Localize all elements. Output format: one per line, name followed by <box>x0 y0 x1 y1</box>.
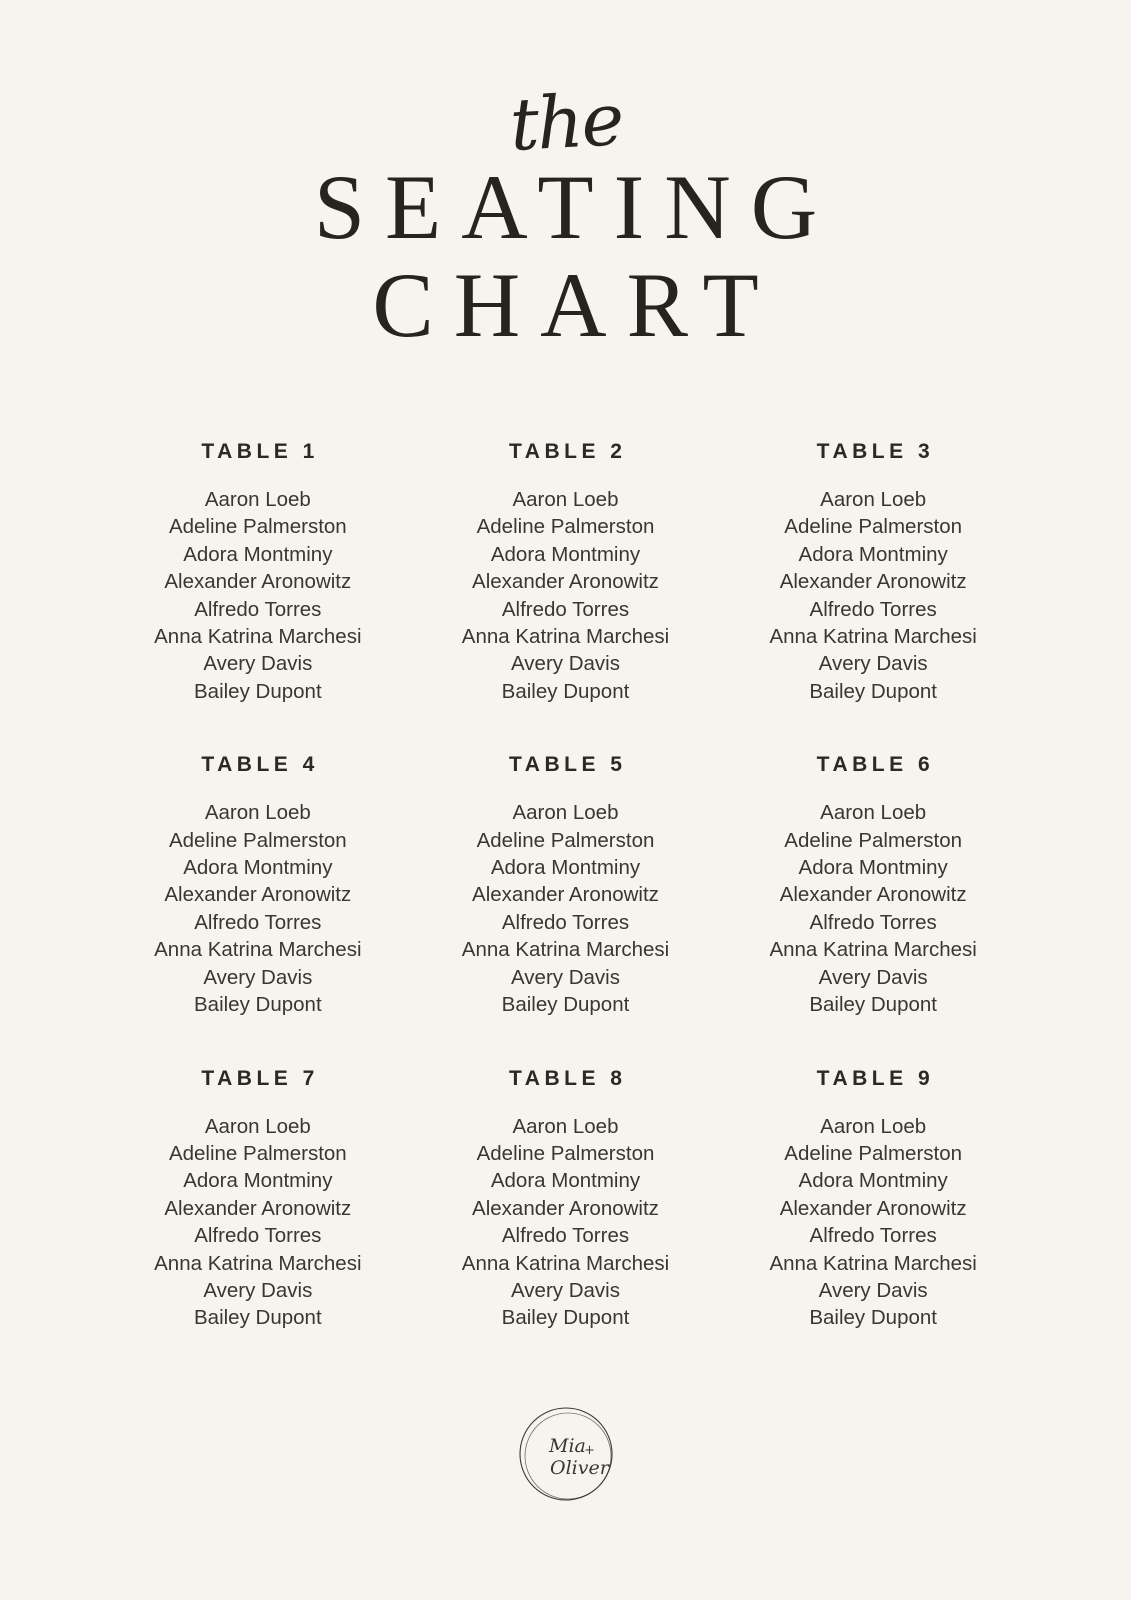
guest-name: Alfredo Torres <box>194 597 322 621</box>
guest-name: Alfredo Torres <box>809 597 937 621</box>
guest-name: Adeline Palmerston <box>476 828 655 852</box>
guest-name: Adora Montminy <box>798 542 948 566</box>
guest-name: Alexander Aronowitz <box>779 883 967 907</box>
table-title: TABLE 3 <box>816 440 935 463</box>
guest-name: Adeline Palmerston <box>168 1141 347 1165</box>
table-title: TABLE 2 <box>509 440 627 463</box>
guest-name: Bailey Dupont <box>194 1306 322 1330</box>
table-title: TABLE 8 <box>509 1066 627 1090</box>
guest-name: Adora Montminy <box>183 856 333 880</box>
tables-grid <box>104 440 1027 1332</box>
guest-name: Alfredo Torres <box>501 910 630 934</box>
guest-name: Alexander Aronowitz <box>779 570 967 594</box>
guest-name: Avery Davis <box>818 652 928 676</box>
guest-name: Adeline Palmerston <box>784 1141 963 1165</box>
guest-name: Aaron Loeb <box>204 488 311 511</box>
table-block-7 <box>104 1067 412 1332</box>
guest-name: Aaron Loeb <box>512 488 619 511</box>
table-block-2 <box>412 440 720 705</box>
guest-name: Alexander Aronowitz <box>164 883 352 907</box>
guest-name: Anna Katrina Marchesi <box>461 938 670 962</box>
guest-name: Avery Davis <box>510 965 620 989</box>
guest-name: Anna Katrina Marchesi <box>461 625 670 649</box>
guest-name: Alfredo Torres <box>809 910 937 934</box>
guest-name: Adora Montminy <box>490 1169 641 1193</box>
table-block-4 <box>104 753 412 1018</box>
guest-name: Alexander Aronowitz <box>164 570 352 594</box>
guest-name: Avery Davis <box>203 1278 313 1302</box>
guest-name: Avery Davis <box>818 965 928 989</box>
guest-name: Bailey Dupont <box>501 993 630 1017</box>
guest-name: Alexander Aronowitz <box>472 883 659 907</box>
guest-name: Adora Montminy <box>490 856 641 880</box>
guest-name: Aaron Loeb <box>820 1114 927 1138</box>
guest-name: Alfredo Torres <box>501 1224 630 1248</box>
guest-name: Adora Montminy <box>798 1169 948 1193</box>
page-title-line-1: SEATING <box>313 156 838 258</box>
guest-name: Bailey Dupont <box>809 993 937 1017</box>
guest-name: Adeline Palmerston <box>784 828 963 852</box>
monogram-ampersand: + <box>583 1443 595 1458</box>
guest-name: Avery Davis <box>510 1278 620 1302</box>
table-block-6 <box>719 753 1027 1018</box>
guest-name: Bailey Dupont <box>809 679 937 703</box>
table-block-3 <box>719 440 1027 705</box>
guest-name: Avery Davis <box>818 1278 928 1302</box>
guest-name: Bailey Dupont <box>809 1306 937 1330</box>
guest-name: Alexander Aronowitz <box>164 1196 352 1220</box>
header-script-word: the <box>507 77 624 167</box>
table-title: TABLE 4 <box>201 753 319 777</box>
guest-name: Adeline Palmerston <box>168 515 347 539</box>
guest-name: Adeline Palmerston <box>784 515 963 539</box>
guest-name: Adora Montminy <box>183 1169 333 1193</box>
guest-name: Anna Katrina Marchesi <box>154 938 362 962</box>
guest-name: Anna Katrina Marchesi <box>769 625 977 649</box>
guest-name: Bailey Dupont <box>501 679 630 703</box>
guest-name: Aaron Loeb <box>512 801 619 825</box>
guest-name: Anna Katrina Marchesi <box>461 1251 670 1275</box>
guest-name: Bailey Dupont <box>501 1306 630 1330</box>
guest-name: Aaron Loeb <box>512 1114 619 1138</box>
guest-name: Aaron Loeb <box>820 488 927 511</box>
poster-header <box>0 0 1131 356</box>
monogram-first-name: Mia <box>548 1435 586 1457</box>
guest-name: Aaron Loeb <box>204 801 311 825</box>
guest-name: Alfredo Torres <box>809 1224 937 1248</box>
guest-name: Anna Katrina Marchesi <box>769 938 977 962</box>
guest-name: Alexander Aronowitz <box>779 1196 967 1220</box>
table-block-1 <box>104 440 412 705</box>
table-title: TABLE 9 <box>816 1066 935 1090</box>
table-title: TABLE 7 <box>201 1066 319 1090</box>
guest-name: Avery Davis <box>510 652 620 676</box>
table-block-5 <box>412 753 720 1018</box>
guest-name: Alfredo Torres <box>194 910 322 934</box>
guest-name: Adora Montminy <box>798 856 948 880</box>
table-title: TABLE 5 <box>509 753 627 777</box>
guest-name: Adeline Palmerston <box>476 1141 655 1165</box>
guest-name: Aaron Loeb <box>204 1114 311 1138</box>
page-title-line-2: CHART <box>372 253 779 356</box>
guest-name: Aaron Loeb <box>820 801 927 825</box>
guest-name: Alfredo Torres <box>194 1224 322 1248</box>
table-block-9 <box>719 1067 1027 1332</box>
monogram-second-name: Oliver <box>549 1457 609 1479</box>
guest-name: Bailey Dupont <box>194 679 322 703</box>
guest-name: Anna Katrina Marchesi <box>154 625 362 649</box>
table-block-8 <box>412 1067 720 1332</box>
guest-name: Alexander Aronowitz <box>472 570 659 594</box>
table-title: TABLE 1 <box>201 440 319 463</box>
guest-name: Avery Davis <box>203 965 313 989</box>
guest-name: Bailey Dupont <box>194 993 322 1017</box>
guest-name: Adeline Palmerston <box>168 828 347 852</box>
guest-name: Adeline Palmerston <box>476 515 655 539</box>
guest-name: Alexander Aronowitz <box>472 1196 659 1220</box>
monogram-logo <box>512 1400 620 1508</box>
table-title: TABLE 6 <box>816 753 935 777</box>
guest-name: Anna Katrina Marchesi <box>769 1251 977 1275</box>
guest-name: Adora Montminy <box>183 542 333 566</box>
guest-name: Avery Davis <box>203 652 313 676</box>
guest-name: Alfredo Torres <box>501 597 630 621</box>
guest-name: Anna Katrina Marchesi <box>154 1251 362 1275</box>
guest-name: Adora Montminy <box>490 542 641 566</box>
